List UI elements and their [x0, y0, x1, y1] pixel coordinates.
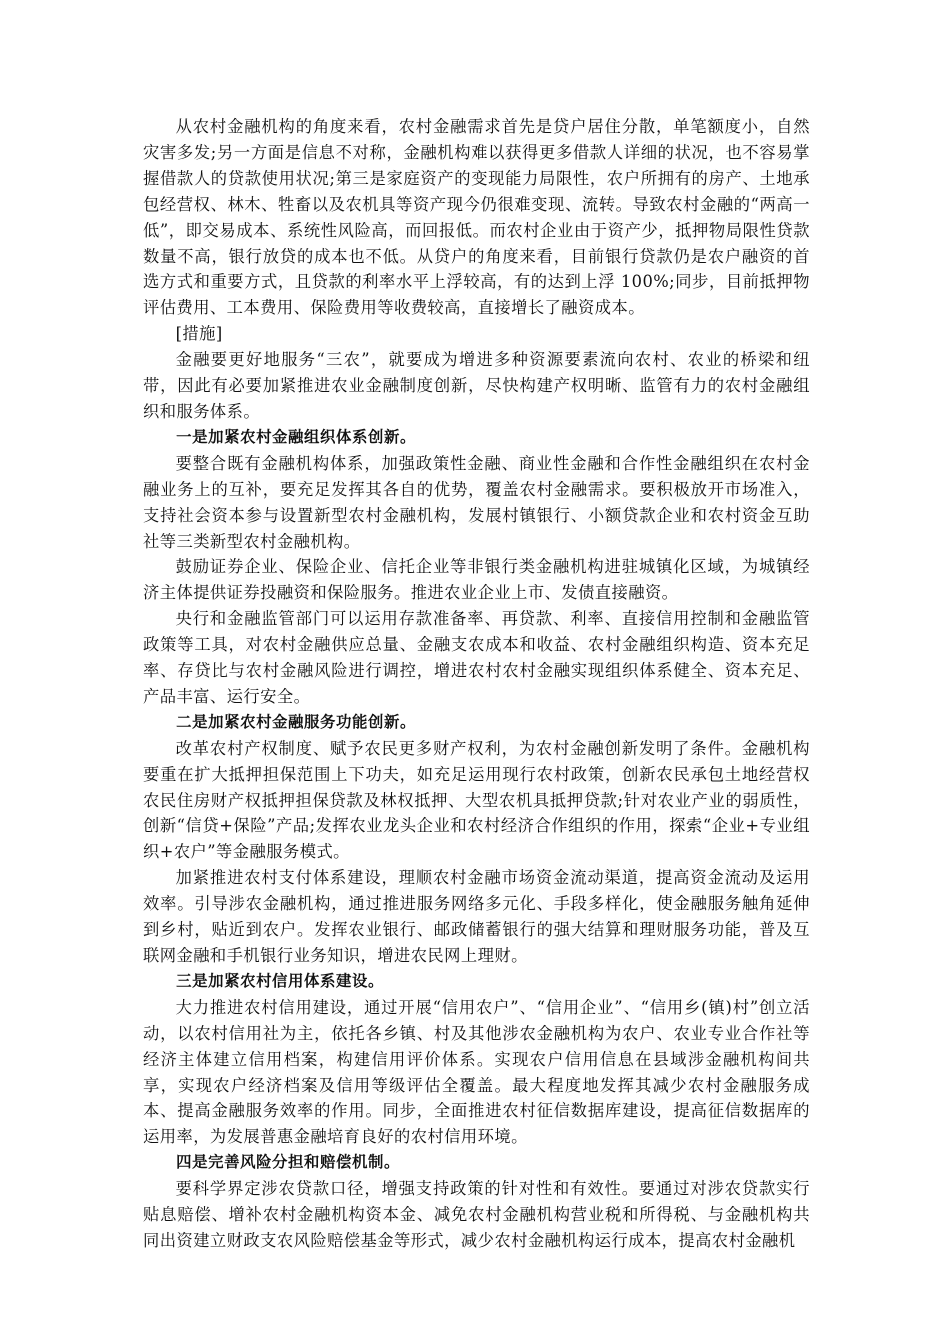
body-paragraph: 大力推进农村信用建设，通过开展“信用农户”、“信用企业”、“信用乡(镇)村”创立活动，以农村信用社为主，依托各乡镇、村及其他涉农金融机构为农户、农业专业合作社等经济主体建立信用档案，构建信用评价体系。实现农户信用信息在县域涉金融机构间共享，实现农户经济档案及信用等级评估全覆盖。最大程度地发挥其减少农村金融服务成本、提高金融服务效率的作用。同步，全面推进农村征信数据库建设，提高征信数据库的运用率，为发展普惠金融培育良好的农村信用环境。: [143, 997, 810, 1147]
section-label: [措施]: [175, 324, 223, 344]
body-paragraph: 鼓励证券企业、保险企业、信托企业等非银行类金融机构进驻城镇化区域，为城镇经济主体提供证券投融资和保险服务。推进农业企业上市、发债直接融资。: [143, 557, 810, 603]
body-paragraph: 金融要更好地服务“三农”，就要成为增进多种资源要素流向农村、农业的桥梁和纽带，因此有必要加紧推进农业金融制度创新，尽快构建产权明晰、监管有力的农村金融组织和服务体系。: [143, 350, 810, 421]
section-heading: 三是加紧农村信用体系建设。: [176, 971, 384, 990]
body-paragraph: 从农村金融机构的角度来看，农村金融需求首先是贷户居住分散，单笔额度小，自然灾害多发;另一方面是信息不对称，金融机构难以获得更多借款人详细的状况，也不容易掌握借款人的贷款使用状况;第三是家庭资产的变现能力局限性，农户所拥有的房产、土地承包经营权、林木、牲畜以及农机具等资产现今仍很难变现、流转。导致农村金融的“两高一低”，即交易成本、系统性风险高，而回报低。而农村企业由于资产少，抵押物局限性贷款数量不高，银行放贷的成本也不低。从贷户的角度来看，目前银行贷款仍是农户融资的首选方式和重要方式，且贷款的利率水平上浮较高，有的达到上浮 100%;同步，目前抵押物评估费用、工本费用、保险费用等收费较高，直接增长了融资成本。: [143, 117, 810, 318]
body-paragraph: 要科学界定涉农贷款口径，增强支持政策的针对性和有效性。要通过对涉农贷款实行贴息赔偿、增补农村金融机构资本金、减免农村金融机构营业税和所得税、与金融机构共同出资建立财政支农风险赔偿基金等形式，减少农村金融机构运行成本，提高农村金融机: [143, 1179, 810, 1250]
body-paragraph: 要整合既有金融机构体系，加强政策性金融、商业性金融和合作性金融组织在农村金融业务上的互补，要充足发挥其各自的优势，覆盖农村金融需求。要积极放开市场准入，支持社会资本参与设置新型农村金融机构，发展村镇银行、小额贷款企业和农村资金互助社等三类新型农村金融机构。: [143, 453, 810, 551]
section-heading: 四是完善风险分担和赔偿机制。: [176, 1153, 400, 1172]
section-heading: 一是加紧农村金融组织体系创新。: [176, 427, 416, 446]
body-paragraph: 央行和金融监管部门可以运用存款准备率、再贷款、利率、直接信用控制和金融监管政策等工具，对农村金融供应总量、金融支农成本和收益、农村金融组织构造、资本充足率、存贷比与农村金融风险进行调控，增进农村农村金融实现组织体系健全、资本充足、产品丰富、运行安全。: [143, 609, 810, 706]
body-paragraph: 加紧推进农村支付体系建设，理顺农村金融市场资金流动渠道，提高资金流动及运用效率。引导涉农金融机构，通过推进服务网络多元化、手段多样化，使金融服务触角延伸到乡村，贴近到农户。发挥农业银行、邮政储蓄银行的强大结算和理财服务功能，普及互联网金融和手机银行业务知识，增进农民网上理财。: [143, 868, 810, 965]
body-paragraph: 改革农村产权制度、赋予农民更多财产权利，为农村金融创新发明了条件。金融机构要重在扩大抵押担保范围上下功夫，如充足运用现行农村政策，创新农民承包土地经营权农民住房财产权抵押担保贷款及林权抵押、大型农机具抵押贷款;针对农业产业的弱质性，创新“信贷+保险”产品;发挥农业龙头企业和农村经济合作组织的作用，探索“企业+专业组织+农户”等金融服务模式。: [143, 738, 810, 862]
section-heading: 二是加紧农村金融服务功能创新。: [176, 712, 416, 731]
